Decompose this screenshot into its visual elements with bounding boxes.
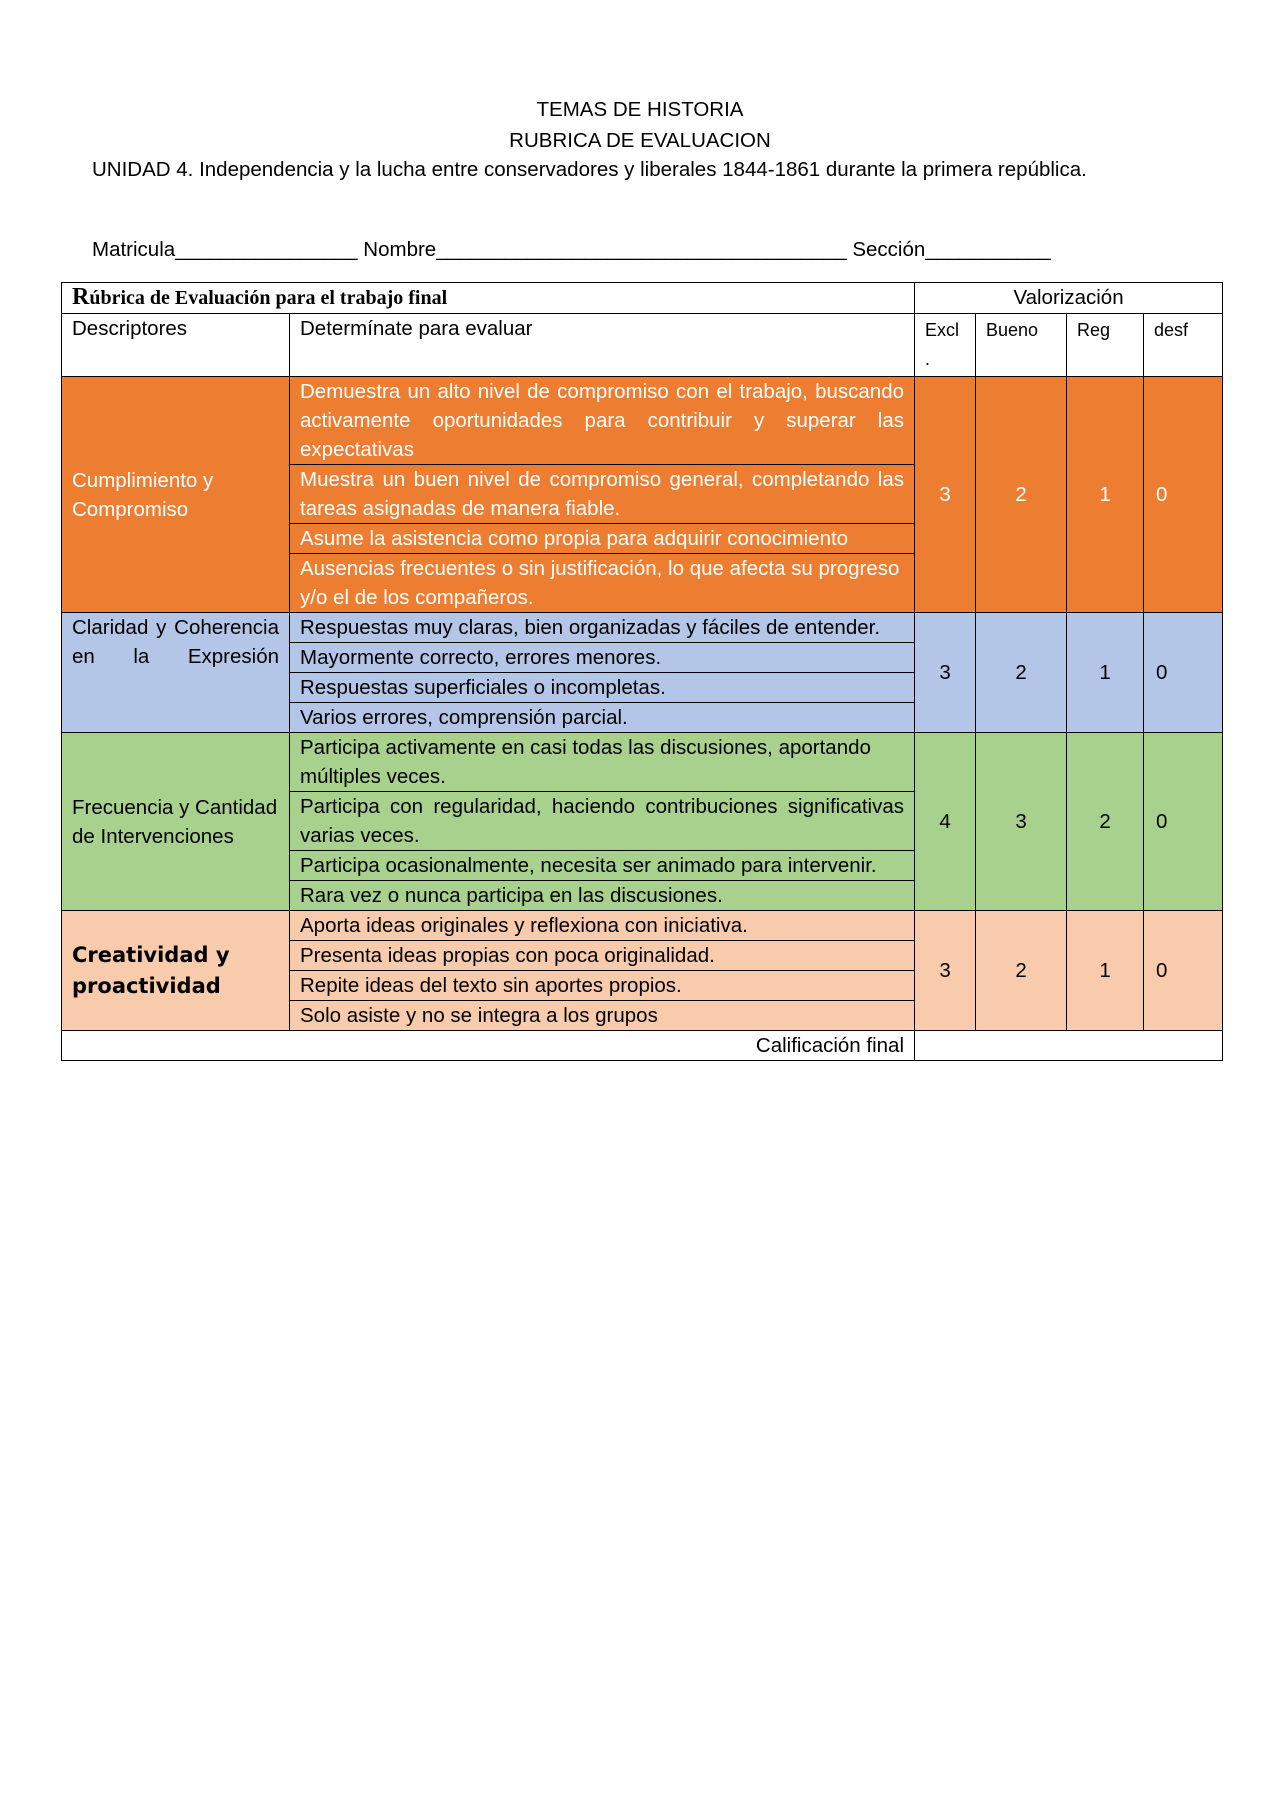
score-reg: 2 — [1067, 733, 1144, 911]
descriptores-header: Descriptores — [62, 314, 290, 377]
score-desf: 0 — [1144, 911, 1223, 1031]
bueno-header: Bueno — [976, 314, 1067, 377]
rubric-title: RUBRICA DE EVALUACION — [509, 129, 771, 152]
score-desf: 0 — [1144, 733, 1223, 911]
score-reg: 1 — [1067, 377, 1144, 613]
final-row — [62, 1031, 1223, 1061]
determinate-header: Determínate para evaluar — [290, 314, 915, 377]
criterion: Participa ocasionalmente, necesita ser animado para intervenir. — [290, 851, 915, 881]
criterion: Repite ideas del texto sin aportes propios. — [290, 971, 915, 1001]
score-excl: 3 — [915, 377, 976, 613]
section-row — [62, 911, 1223, 941]
criterion: Presenta ideas propias con poca originalidad. — [290, 941, 915, 971]
student-fields — [92, 236, 1051, 264]
score-excl: 3 — [915, 613, 976, 733]
score-bueno: 2 — [976, 911, 1067, 1031]
table-title: Rúbrica de Evaluación para el trabajo final — [62, 283, 915, 314]
desf-header: desf — [1144, 314, 1223, 377]
score-bueno: 2 — [976, 613, 1067, 733]
column-header-row — [62, 314, 1223, 377]
criterion: Muestra un buen nivel de compromiso general, completando las tareas asignadas de manera fiable. — [290, 465, 915, 524]
document-header — [0, 94, 1280, 156]
score-excl: 3 — [915, 911, 976, 1031]
score-excl: 4 — [915, 733, 976, 911]
section-descriptor: Claridad y Coherencia en la Expresión — [62, 613, 290, 733]
score-reg: 1 — [1067, 911, 1144, 1031]
criterion: Ausencias frecuentes o sin justificación, lo que afecta su progreso y/o el de los compañeros. — [290, 554, 915, 613]
course-title: TEMAS DE HISTORIA — [536, 98, 744, 121]
criterion: Rara vez o nunca participa en las discusiones. — [290, 881, 915, 911]
section-descriptor: Cumplimiento y Compromiso — [62, 377, 290, 613]
score-desf: 0 — [1144, 377, 1223, 613]
section-row — [62, 613, 1223, 643]
matricula-field[interactable]: Matricula________________ — [92, 238, 358, 261]
criterion: Respuestas superficiales o incompletas. — [290, 673, 915, 703]
criterion: Participa con regularidad, haciendo contribuciones significativas varias veces. — [290, 792, 915, 851]
criterion: Participa activamente en casi todas las discusiones, aportando múltiples veces. — [290, 733, 915, 792]
excl-header: Excl . — [915, 314, 976, 377]
section-descriptor: Creatividad y proactividad — [62, 911, 290, 1031]
unit-title: UNIDAD 4. Independencia y la lucha entre conservadores y liberales 1844-1861 durante la primera república. — [92, 158, 1087, 181]
final-grade-value[interactable] — [915, 1031, 1223, 1061]
criterion: Aporta ideas originales y reflexiona con iniciativa. — [290, 911, 915, 941]
rubric-table — [61, 282, 1223, 1061]
final-grade-label: Calificación final — [62, 1031, 915, 1061]
section-descriptor: Frecuencia y Cantidad de Intervenciones — [62, 733, 290, 911]
seccion-field[interactable]: Sección___________ — [852, 238, 1051, 261]
criterion: Solo asiste y no se integra a los grupos — [290, 1001, 915, 1031]
criterion: Demuestra un alto nivel de compromiso con el trabajo, buscando activamente oportunidades para contribuir y superar las expectativas — [290, 377, 915, 465]
section-row — [62, 377, 1223, 465]
criterion: Mayormente correcto, errores menores. — [290, 643, 915, 673]
section-row — [62, 733, 1223, 792]
score-reg: 1 — [1067, 613, 1144, 733]
score-desf: 0 — [1144, 613, 1223, 733]
reg-header: Reg — [1067, 314, 1144, 377]
criterion: Respuestas muy claras, bien organizadas y fáciles de entender. — [290, 613, 915, 643]
table-title-row — [62, 283, 1223, 314]
score-bueno: 3 — [976, 733, 1067, 911]
criterion: Varios errores, comprensión parcial. — [290, 703, 915, 733]
valorizacion-header: Valorización — [915, 283, 1223, 314]
criterion: Asume la asistencia como propia para adquirir conocimiento — [290, 524, 915, 554]
nombre-field[interactable]: Nombre____________________________________ — [363, 238, 847, 261]
score-bueno: 2 — [976, 377, 1067, 613]
